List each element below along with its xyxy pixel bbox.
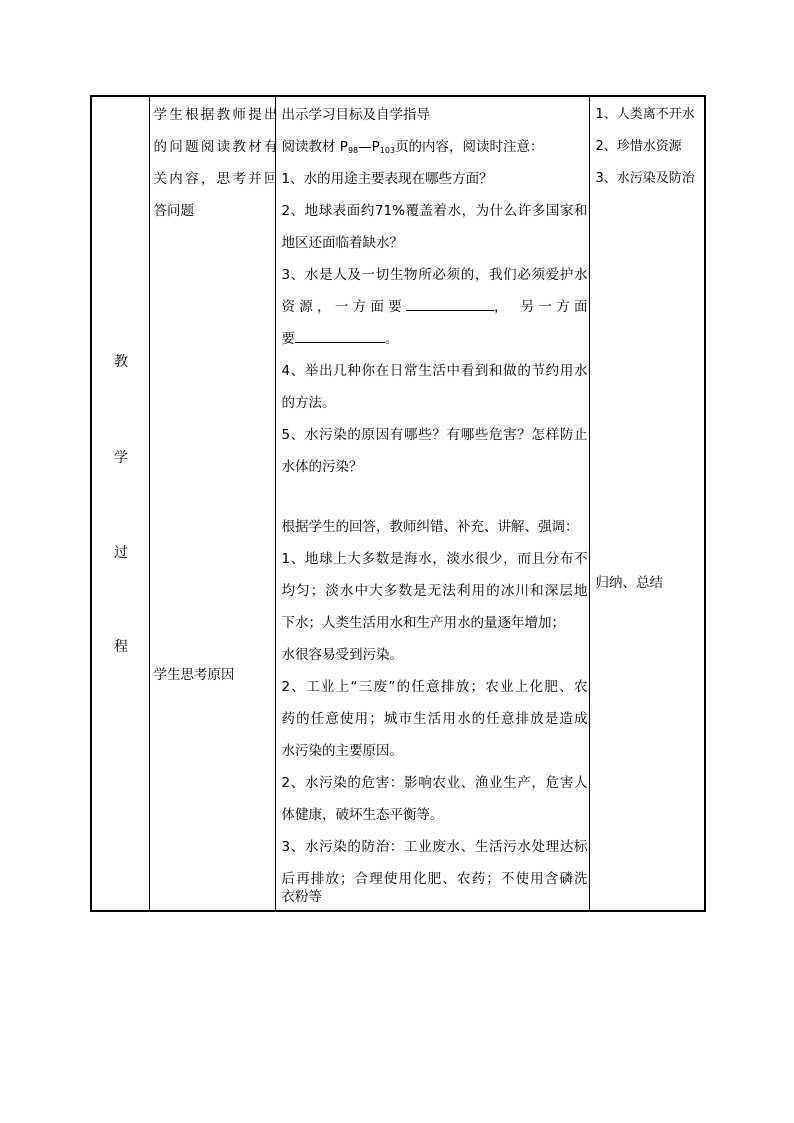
stage-char: 程 bbox=[114, 639, 128, 655]
answer-line: 3、水污染的防治：工业废水、生活污水处理达标 bbox=[281, 839, 588, 855]
lesson-plan-table bbox=[90, 95, 706, 912]
answer-line: 体健康，破坏生态平衡等。 bbox=[281, 807, 444, 823]
answer-line: 水很容易受到污染。 bbox=[281, 647, 403, 663]
answer-line: 水污染的主要原因。 bbox=[281, 743, 403, 759]
note-item: 1、人类离不开水 bbox=[595, 107, 695, 122]
summary-note: 归纳、总结 bbox=[595, 575, 663, 591]
question-2-line: 地区还面临着缺水？ bbox=[281, 235, 403, 251]
answer-line: 后再排放；合理使用化肥、农药；不使用含磷洗 bbox=[281, 871, 588, 887]
answer-line: 衣粉等 bbox=[281, 889, 322, 905]
student-activity-line: 关内容，思考并回 bbox=[153, 171, 278, 187]
note-item: 3、水污染及防治 bbox=[595, 171, 695, 186]
teacher-activity-cell bbox=[275, 96, 589, 911]
answer-line: 下水；人类生活用水和生产用水的量逐年增加； bbox=[281, 615, 565, 631]
answer-intro: 根据学生的回答，教师纠错、补充、讲解、强调： bbox=[281, 519, 579, 535]
question-4-line: 4、举出几种你在日常生活中看到和做的节约用水 bbox=[281, 363, 588, 379]
guide-heading: 出示学习目标及自学指导 bbox=[281, 107, 430, 123]
question-3-fill-line: 资 源 ， 一 方 面 要 ， 另 一 方 面 bbox=[282, 291, 588, 323]
stage-char: 教 bbox=[114, 354, 128, 370]
answer-line: 1、地球上大多数是海水，淡水很少，而且分布不 bbox=[281, 551, 588, 567]
answer-line: 均匀；淡水中大多数是无法利用的冰川和深层地 bbox=[281, 583, 588, 599]
answer-blank bbox=[406, 296, 494, 311]
answer-blank bbox=[295, 328, 385, 343]
notes-cell bbox=[589, 96, 705, 911]
stage-char: 过 bbox=[114, 545, 128, 561]
question-3-fill-line: 要 。 bbox=[282, 323, 399, 355]
stage-char: 学 bbox=[114, 450, 128, 466]
answer-line: 2、水污染的危害：影响农业、渔业生产，危害人 bbox=[281, 775, 588, 791]
question-5-line: 水体的污染？ bbox=[281, 459, 363, 475]
table-row bbox=[91, 96, 705, 911]
answer-line: 2、工业上“三废”的任意排放；农业上化肥、农 bbox=[281, 679, 588, 695]
stage-cell bbox=[91, 96, 149, 911]
student-think-text: 学生思考原因 bbox=[153, 667, 235, 683]
student-activity-line: 答问题 bbox=[153, 203, 194, 219]
student-activity-line: 的问题阅读教材有 bbox=[153, 139, 278, 155]
question-1: 1、水的用途主要表现在哪些方面？ bbox=[281, 171, 493, 187]
reading-assignment: 阅读教材 $P_{98}—P_{103}$页的内容，阅读时注意： bbox=[281, 139, 544, 155]
note-item: 2、珍惜水资源 bbox=[595, 139, 682, 154]
answer-line: 药的任意使用；城市生活用水的任意排放是造成 bbox=[281, 711, 588, 727]
student-activity-line: 学生根据教师提出 bbox=[153, 107, 278, 123]
question-2-line: 2、地球表面约71%覆盖着水，为什么许多国家和 bbox=[281, 203, 588, 219]
question-4-line: 的方法。 bbox=[281, 395, 336, 411]
question-3-line: 3、水是人及一切生物所必须的，我们必须爱护水 bbox=[281, 267, 588, 283]
question-5-line: 5、水污染的原因有哪些？有哪些危害？怎样防止 bbox=[281, 427, 588, 443]
student-activity-cell bbox=[149, 96, 278, 911]
